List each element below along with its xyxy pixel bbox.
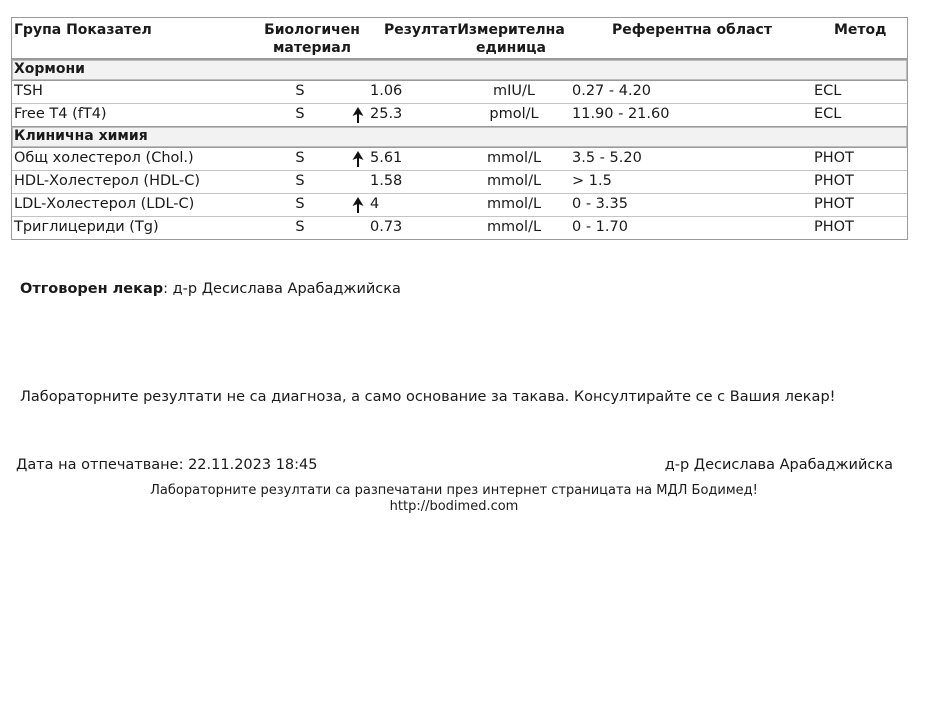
- test-method: PHOT: [814, 196, 854, 212]
- header-method: Метод: [834, 22, 887, 38]
- test-result: 1.06: [370, 83, 403, 99]
- test-result: 1.58: [370, 173, 403, 189]
- table-row: [12, 216, 907, 239]
- test-result: 0.73: [370, 219, 403, 235]
- print-date: Дата на отпечатване: 22.11.2023 18:45: [16, 457, 318, 473]
- header-reference: Референтна област: [612, 22, 772, 38]
- footer-url: http://bodimed.com: [389, 499, 519, 514]
- result-flag: [352, 107, 364, 123]
- test-unit: mIU/L: [493, 83, 535, 99]
- doctor-name: : д-р Десислава Арабаджийска: [163, 281, 401, 297]
- test-material: S: [295, 196, 305, 212]
- disclaimer-notice: Лабораторните резултати не са диагноза, а само основание за такава. Консултирайте се с Вашия лекар!: [20, 389, 836, 405]
- test-method: PHOT: [814, 173, 854, 189]
- test-material: S: [295, 173, 305, 189]
- header-material-line1: Биологичен: [264, 22, 360, 38]
- test-material: S: [295, 106, 305, 122]
- test-name: Общ холестерол (Chol.): [14, 150, 194, 166]
- test-result: 25.3: [370, 106, 403, 122]
- footer-note: Лабораторните резултати са разпечатани през интернет страницата на МДЛ Бодимед!: [150, 483, 758, 498]
- test-name: TSH: [14, 83, 43, 99]
- test-reference: 0.27 - 4.20: [572, 83, 652, 99]
- header-result: Резултат: [384, 22, 457, 38]
- arrow-up-icon: [352, 107, 364, 123]
- test-reference: 0 - 1.70: [572, 219, 628, 235]
- result-flag: [352, 84, 364, 100]
- test-reference: > 1.5: [572, 173, 612, 189]
- test-method: PHOT: [814, 150, 854, 166]
- result-flag: [352, 220, 364, 236]
- test-reference: 0 - 3.35: [572, 196, 628, 212]
- test-name: LDL-Холестерол (LDL-C): [14, 196, 195, 212]
- test-unit: mmol/L: [486, 150, 542, 166]
- table-header: [12, 18, 907, 59]
- group-hormones: [12, 59, 907, 81]
- test-reference: 11.90 - 21.60: [572, 106, 670, 122]
- test-method: ECL: [814, 83, 842, 99]
- test-name: Триглицериди (Tg): [14, 219, 159, 235]
- header-group: Група Показател: [14, 22, 152, 38]
- test-unit: mmol/L: [486, 219, 542, 235]
- test-unit: pmol/L: [489, 106, 539, 122]
- table-row: [12, 81, 907, 103]
- doctor-signature: д-р Десислава Арабаджийска: [664, 457, 893, 473]
- table-row: [12, 103, 907, 126]
- header-unit-line2: единица: [476, 40, 546, 56]
- test-material: S: [295, 150, 305, 166]
- lab-results-table: [11, 17, 908, 240]
- test-result: 5.61: [370, 150, 403, 166]
- table-row: [12, 170, 907, 193]
- group-name: Клинична химия: [14, 128, 148, 144]
- group-clinical-chemistry: [12, 126, 907, 148]
- test-reference: 3.5 - 5.20: [572, 150, 642, 166]
- result-flag: [352, 197, 364, 213]
- group-name: Хормони: [14, 61, 85, 77]
- result-flag: [352, 174, 364, 190]
- doctor-label: Отговорен лекар: [20, 281, 164, 297]
- test-material: S: [295, 219, 305, 235]
- test-name: HDL-Холестерол (HDL-C): [14, 173, 200, 189]
- header-unit: [456, 21, 566, 57]
- table-row: [12, 193, 907, 216]
- responsible-doctor: [20, 281, 401, 297]
- arrow-up-icon: [352, 151, 364, 167]
- test-unit: mmol/L: [486, 173, 542, 189]
- test-result: 4: [370, 196, 380, 212]
- test-unit: mmol/L: [486, 196, 542, 212]
- table-row: [12, 148, 907, 170]
- result-flag: [352, 151, 364, 167]
- header-material-line2: материал: [272, 40, 352, 56]
- test-method: ECL: [814, 106, 842, 122]
- test-method: PHOT: [814, 219, 854, 235]
- test-name: Free T4 (fT4): [14, 106, 107, 122]
- header-material: [262, 21, 362, 57]
- arrow-up-icon: [352, 197, 364, 213]
- header-unit-line1: Измерителна: [457, 22, 565, 38]
- test-material: S: [295, 83, 305, 99]
